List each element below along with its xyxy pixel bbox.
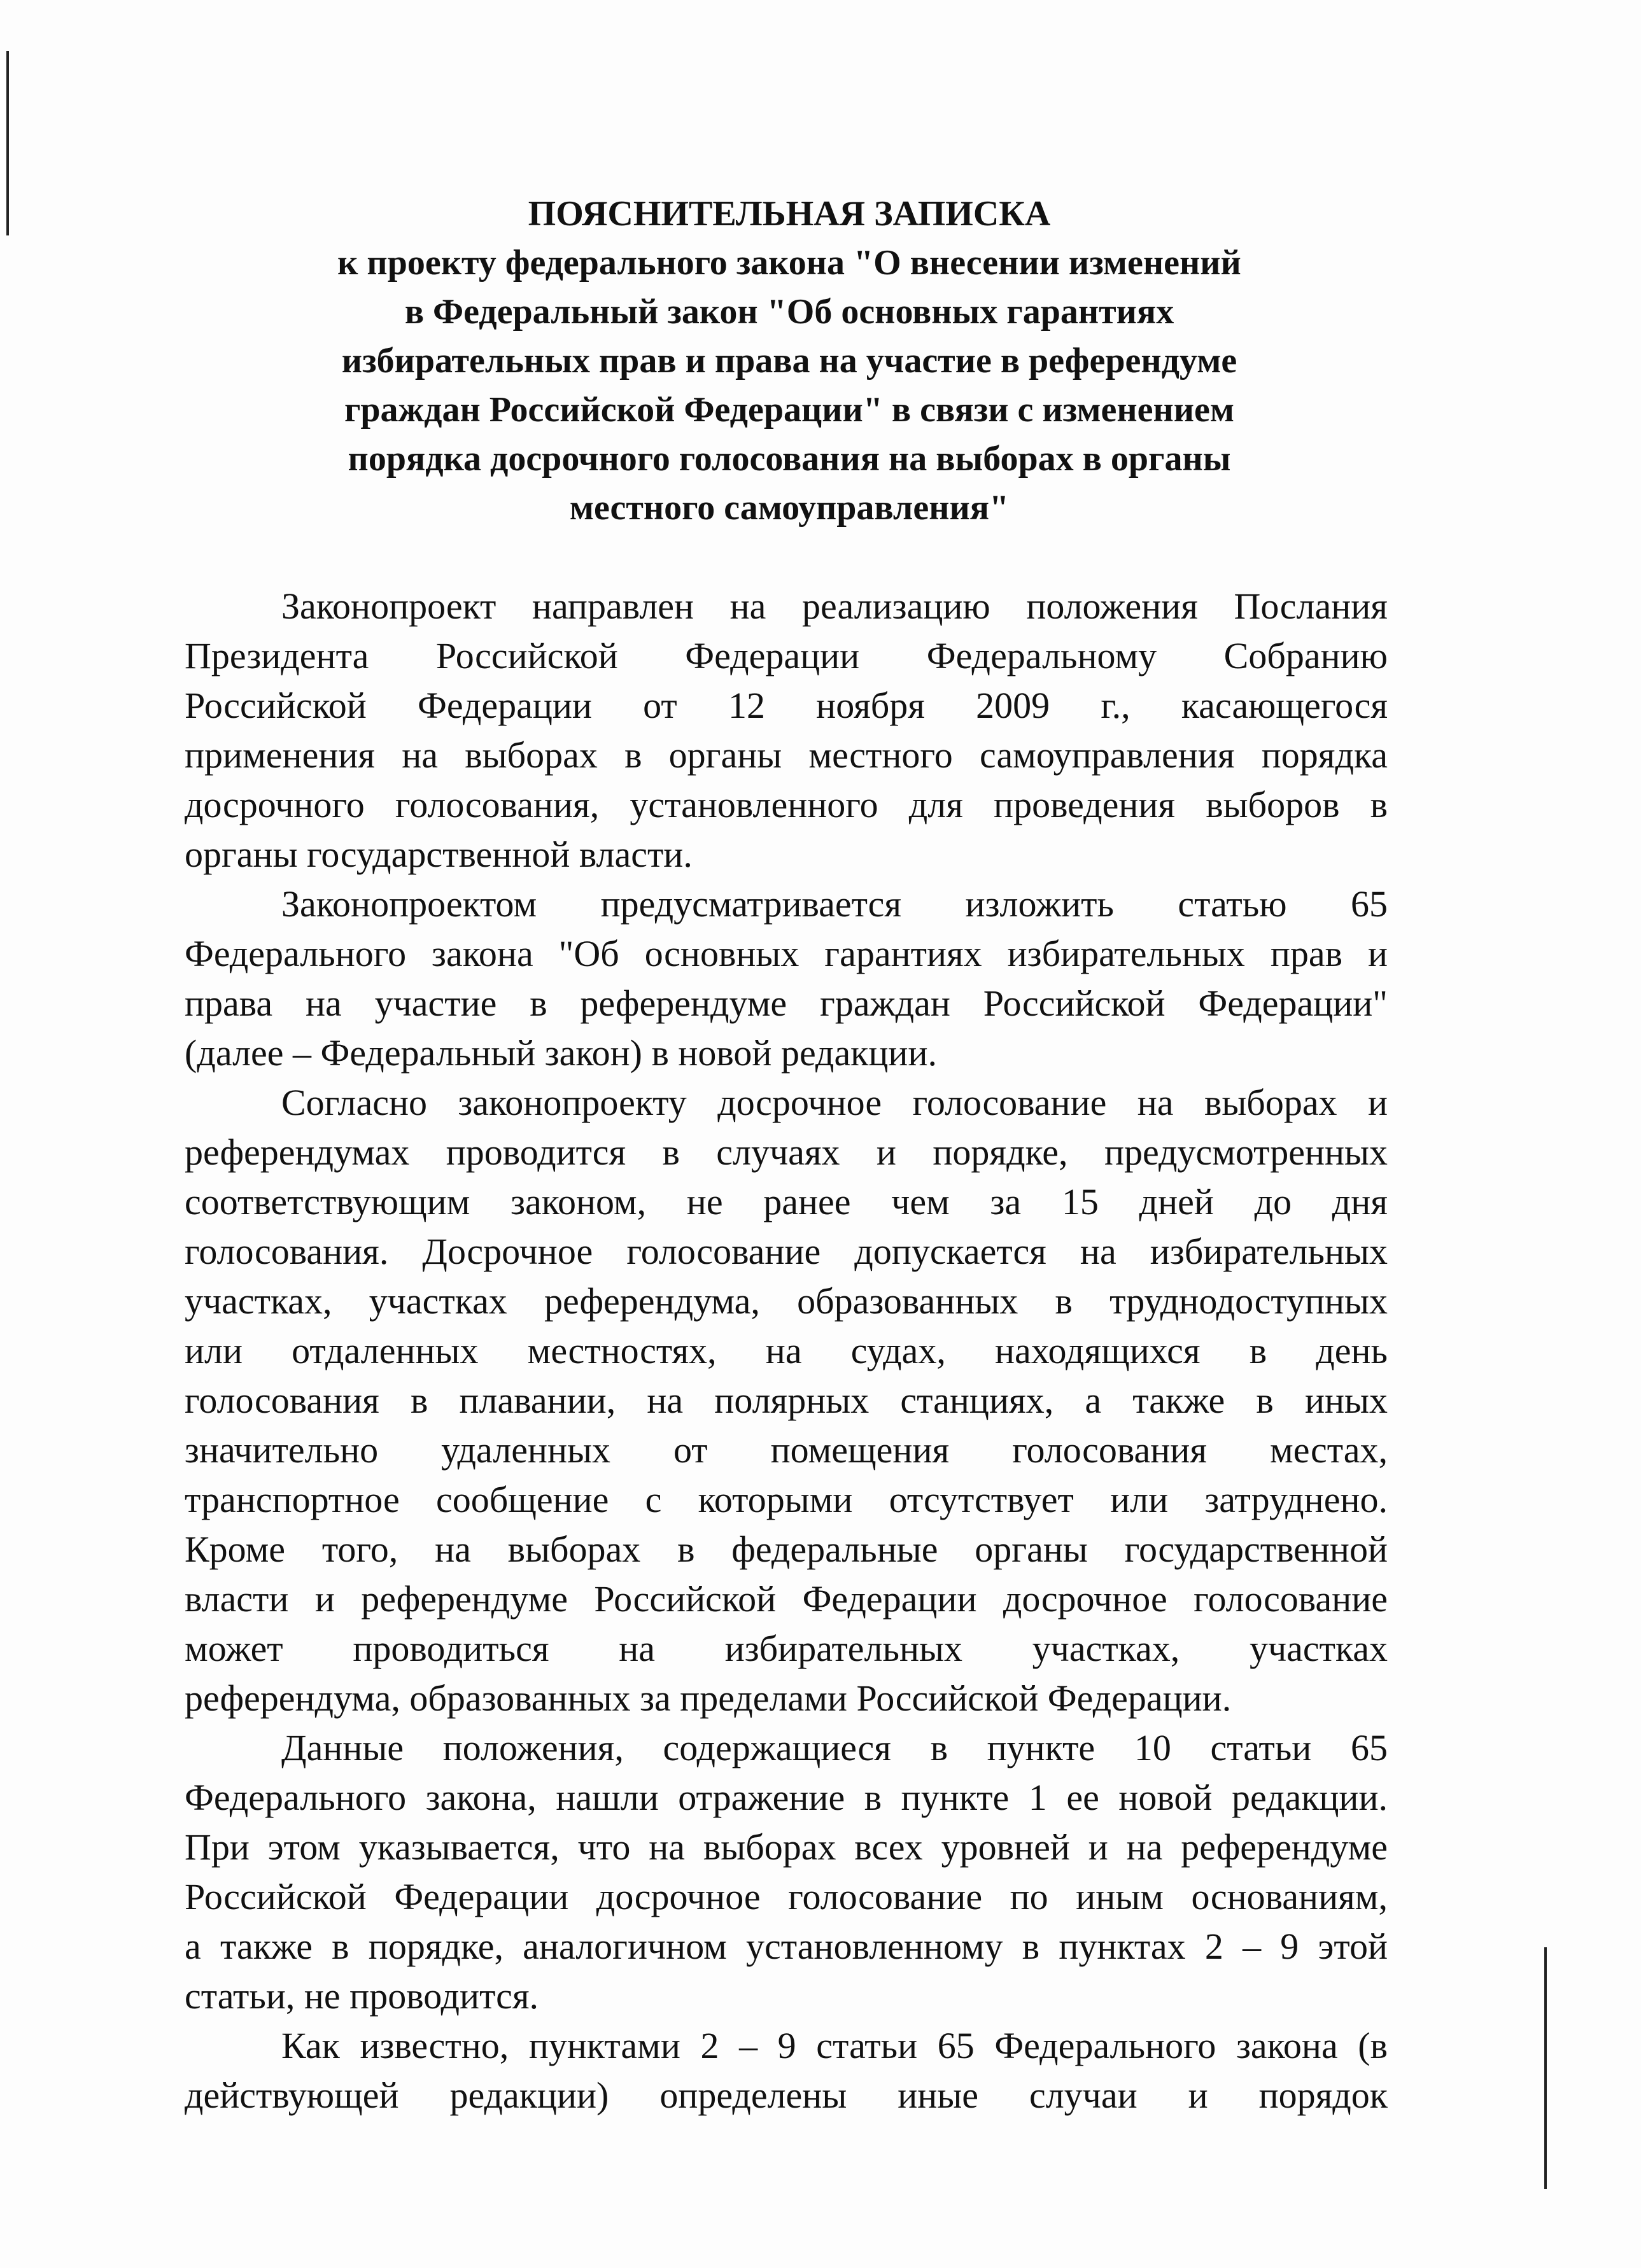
text-line: может проводиться на избирательных участках, участках — [185, 1628, 1388, 1669]
title-line: местного самоуправления" — [569, 488, 1010, 528]
text-line: Российской Федерации от 12 ноября 2009 г., касающегося — [185, 685, 1388, 726]
paragraph — [185, 1723, 1388, 2021]
title-line: порядка досрочного голосования на выборах в органы — [348, 439, 1231, 479]
scan-margin-mark — [1544, 1947, 1547, 2189]
text-line: Российской Федерации досрочное голосование по иным основаниям, — [185, 1876, 1388, 1917]
text-line: (далее – Федеральный закон) в новой редакции. — [185, 1032, 937, 1074]
text-line: Законопроект направлен на реализацию положения Послания — [281, 585, 1388, 627]
text-line: права на участие в референдуме граждан Российской Федерации" — [185, 983, 1388, 1024]
title-line: ПОЯСНИТЕЛЬНАЯ ЗАПИСКА — [528, 194, 1051, 234]
text-line: Как известно, пунктами 2 – 9 статьи 65 Федерального закона (в — [281, 2025, 1388, 2066]
text-line: или отдаленных местностях, на судах, находящихся в день — [185, 1330, 1388, 1371]
text-line: референдума, образованных за пределами Российской Федерации. — [185, 1677, 1232, 1719]
text-line: Федерального закона "Об основных гарантиях избирательных прав и — [185, 933, 1388, 974]
text-line: значительно удаленных от помещения голосования местах, — [185, 1429, 1388, 1471]
paragraph — [185, 582, 1388, 879]
paragraph — [185, 879, 1388, 1078]
text-line: голосования. Досрочное голосование допускается на избирательных — [185, 1231, 1388, 1272]
text-line: транспортное сообщение с которыми отсутствует или затруднено. — [185, 1479, 1388, 1520]
document-body — [185, 582, 1388, 2120]
paragraph — [185, 2021, 1388, 2120]
paragraph — [185, 1078, 1388, 1723]
title-line: в Федеральный закон "Об основных гарантиях — [404, 292, 1174, 332]
scan-margin-mark — [6, 51, 9, 235]
text-line: участках, участках референдума, образованных в труднодоступных — [185, 1280, 1388, 1322]
text-line: голосования в плавании, на полярных станциях, а также в иных — [185, 1380, 1388, 1421]
text-line: Федерального закона, нашли отражение в пункте 1 ее новой редакции. — [185, 1777, 1388, 1818]
document-title — [191, 190, 1388, 533]
text-line: а также в порядке, аналогичном установленному в пунктах 2 – 9 этой — [185, 1926, 1388, 1967]
title-line: избирательных прав и права на участие в референдуме — [341, 341, 1237, 381]
text-line: Президента Российской Федерации Федеральному Собранию — [185, 635, 1388, 676]
text-line: соответствующим законом, не ранее чем за 15 дней до дня — [185, 1181, 1388, 1222]
text-line: При этом указывается, что на выборах всех уровней и на референдуме — [185, 1826, 1388, 1868]
text-line: применения на выборах в органы местного самоуправления порядка — [185, 734, 1388, 776]
text-line: Кроме того, на выборах в федеральные органы государственной — [185, 1529, 1388, 1570]
text-line: референдумах проводится в случаях и порядке, предусмотренных — [185, 1131, 1388, 1173]
text-line: Согласно законопроекту досрочное голосование на выборах и — [281, 1082, 1388, 1123]
text-line: органы государственной власти. — [185, 834, 693, 875]
text-line: Законопроектом предусматривается изложить статью 65 — [281, 883, 1388, 925]
text-line: Данные положения, содержащиеся в пункте 10 статьи 65 — [281, 1727, 1388, 1768]
text-line: статьи, не проводится. — [185, 1975, 539, 2017]
title-line: к проекту федерального закона "О внесении изменений — [337, 243, 1241, 283]
text-line: действующей редакции) определены иные случаи и порядок — [185, 2075, 1388, 2116]
text-line: власти и референдуме Российской Федерации досрочное голосование — [185, 1578, 1388, 1620]
text-line: досрочного голосования, установленного для проведения выборов в — [185, 784, 1388, 825]
title-line: граждан Российской Федерации" в связи с изменением — [344, 390, 1235, 430]
